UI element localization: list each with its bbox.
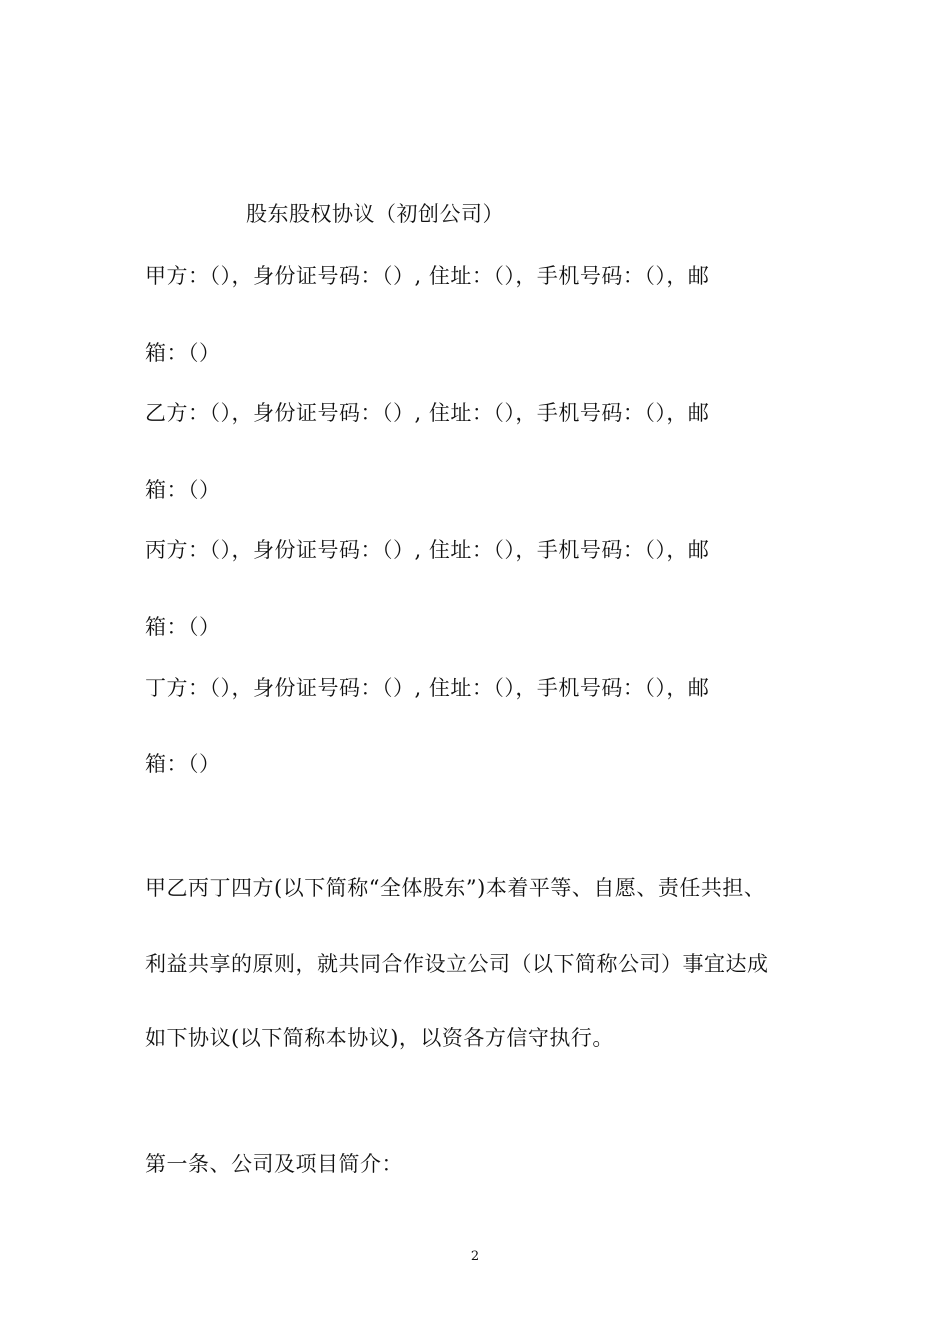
page-number: 2 xyxy=(470,1249,480,1264)
intro-line-3: 如下协议(以下简称本协议)，以资各方信守执行。 xyxy=(145,1026,614,1050)
party-c-line-2: 箱：（） xyxy=(145,615,221,639)
party-a-line-1: 甲方：（），身份证号码：（）, 住址：（），手机号码：（），邮 xyxy=(145,264,710,288)
intro-line-2: 利益共享的原则，就共同合作设立公司（以下简称公司）事宜达成 xyxy=(145,952,769,976)
party-d-line-2: 箱：（） xyxy=(145,752,221,776)
party-d-line-1: 丁方：（），身份证号码：（）, 住址：（），手机号码：（），邮 xyxy=(145,676,710,700)
intro-line-1: 甲乙丙丁四方(以下简称“全体股东”)本着平等、自愿、责任共担、 xyxy=(145,876,766,900)
party-b-line-2: 箱：（） xyxy=(145,478,221,502)
party-b-line-1: 乙方：（），身份证号码：（）, 住址：（），手机号码：（），邮 xyxy=(145,401,710,425)
party-c-line-1: 丙方：（），身份证号码：（）, 住址：（），手机号码：（），邮 xyxy=(145,538,710,562)
party-a-line-2: 箱：（） xyxy=(145,341,221,365)
section-heading: 第一条、公司及项目简介： xyxy=(145,1152,403,1176)
document-title: 股东股权协议（初创公司） xyxy=(246,202,504,226)
